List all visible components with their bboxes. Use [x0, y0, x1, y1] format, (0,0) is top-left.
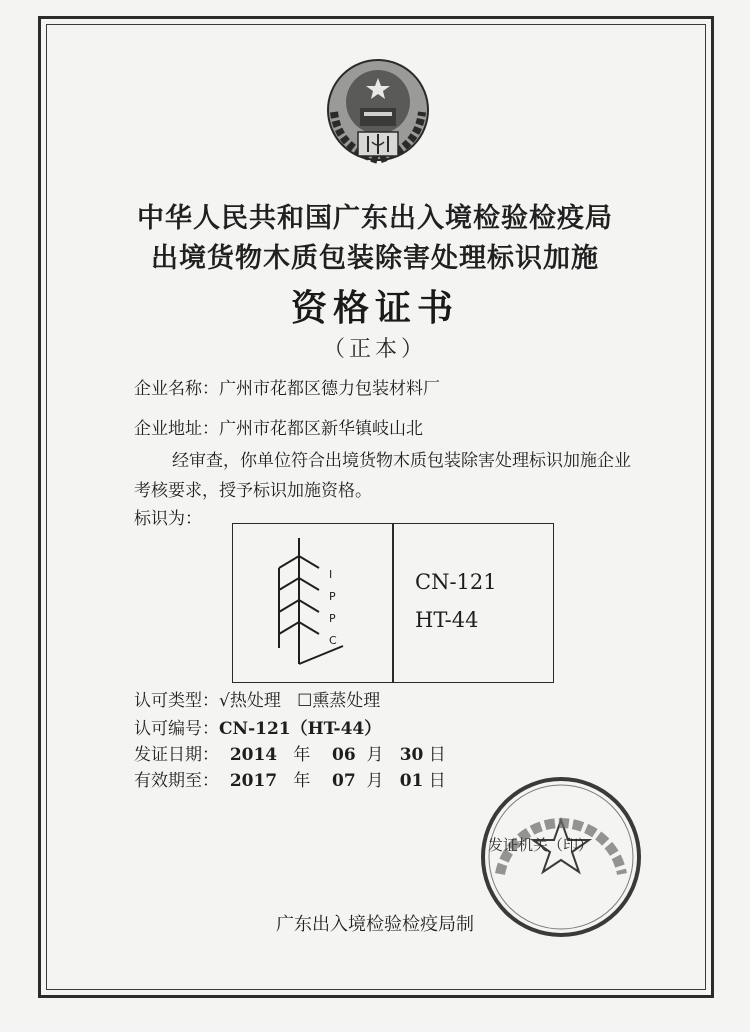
- ippc-letter-i: I: [329, 568, 333, 581]
- approval-type-fumigation: 熏蒸处理: [312, 691, 381, 711]
- enterprise-address-label: 企业地址：: [134, 419, 219, 439]
- approval-type-row: [134, 686, 380, 711]
- expiry-year-char: 年: [293, 771, 311, 791]
- enterprise-name-value: 广州市花都区德力包装材料厂: [219, 379, 440, 399]
- ippc-code-country: CN-121: [415, 570, 497, 594]
- expiry-date-label: 有效期至：: [134, 771, 219, 791]
- expiry-date-row: [134, 766, 446, 791]
- approval-number-row: [134, 714, 381, 739]
- mark-label: 标识为：: [134, 509, 202, 529]
- approval-number-label: 认可编号：: [134, 719, 219, 739]
- issue-day-char: 日: [428, 745, 446, 765]
- issue-month-char: 月: [366, 745, 384, 765]
- expiry-day: 01: [399, 771, 424, 791]
- authority-line-1: 中华人民共和国广东出入境检验检疫局: [137, 203, 613, 234]
- approval-type-heat: 热处理: [229, 691, 281, 711]
- review-statement: 经审查，你单位符合出境货物木质包装除害处理标识加施企业考核要求，授予标识加施资格。: [134, 451, 631, 501]
- national-emblem-icon: [320, 52, 436, 172]
- unchecked-box-icon: ☐: [297, 691, 313, 711]
- enterprise-address-value: 广州市花都区新华镇岐山北: [219, 419, 423, 439]
- ippc-mark-box: [232, 523, 554, 683]
- approval-number-value: CN-121（HT-44）: [219, 719, 382, 739]
- certificate-subtitle: （正本）: [322, 337, 427, 362]
- expiry-year: 2017: [229, 771, 278, 791]
- expiry-month-char: 月: [366, 771, 384, 791]
- seal-center-text: 发证机关（印）: [488, 836, 594, 854]
- issue-day: 30: [399, 745, 424, 765]
- ippc-letter-p2: P: [329, 612, 336, 625]
- expiry-month: 07: [331, 771, 356, 791]
- authority-line-2: 出境货物木质包装除害处理标识加施: [151, 243, 599, 274]
- issue-year-char: 年: [293, 745, 311, 765]
- ippc-letter-c: C: [329, 634, 337, 647]
- issue-year: 2014: [229, 745, 278, 765]
- issue-month: 06: [331, 745, 356, 765]
- enterprise-address-row: [134, 414, 423, 439]
- issue-date-row: [134, 740, 446, 765]
- certificate-title: 资格证书: [290, 288, 459, 329]
- ippc-wheat-logo-icon: [273, 536, 353, 670]
- approval-type-label: 认可类型：: [134, 691, 219, 711]
- enterprise-name-row: [134, 374, 440, 399]
- checked-mark-icon: √: [219, 691, 230, 711]
- footer-issuer: 广东出入境检验检疫局制: [276, 914, 474, 935]
- ippc-code-treatment: HT-44: [415, 608, 479, 632]
- ippc-mark-divider: [392, 524, 394, 682]
- issue-date-label: 发证日期：: [134, 745, 219, 765]
- ippc-letter-p1: P: [329, 590, 336, 603]
- enterprise-name-label: 企业名称：: [134, 379, 219, 399]
- expiry-day-char: 日: [428, 771, 446, 791]
